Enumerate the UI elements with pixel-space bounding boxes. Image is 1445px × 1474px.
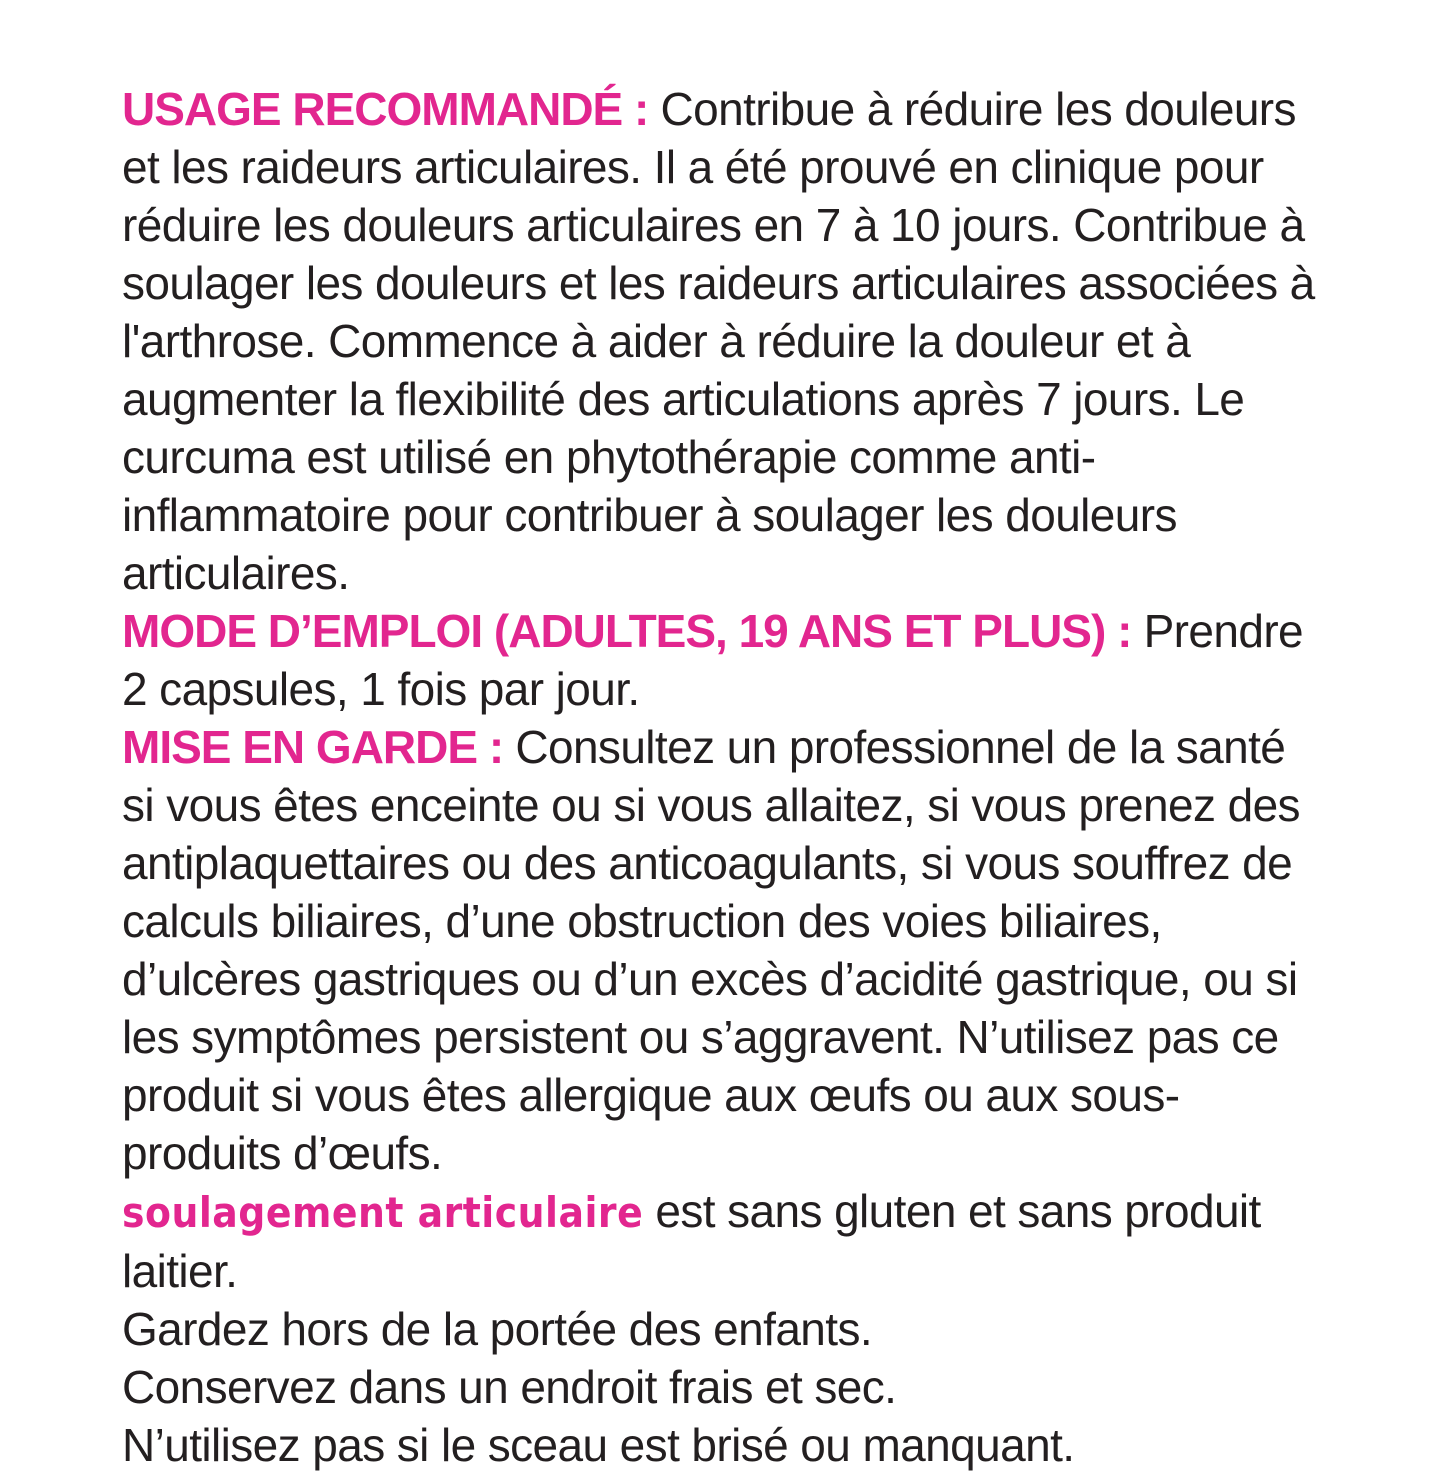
- warning-text: Consultez un professionnel de la santé si vous êtes enceinte ou si vous allaitez, si vous prenez des antiplaquettaires ou des anticoagulants, si vous souffrez de calculs biliaires, d’une obstruction des voies biliaires, d’ulcères gastriques ou d’un excès d’acidité gastrique, ou si les symptômes persistent ou s’aggravent. N’utilisez pas ce produit si vous êtes allergique aux œufs ou aux sous-produits d’œufs.: [122, 721, 1300, 1179]
- note-seal: N’utilisez pas si le sceau est brisé ou manquant.: [122, 1419, 1075, 1471]
- note-storage: Conservez dans un endroit frais et sec.: [122, 1361, 897, 1413]
- usage-paragraph: [122, 80, 1322, 602]
- usage-heading: USAGE RECOMMANDÉ :: [122, 83, 649, 135]
- directions-text: Prendre 2 capsules, 1 fois par jour.: [122, 605, 1304, 715]
- brand-name: soulagement articulaire: [122, 1188, 644, 1237]
- directions-paragraph: [122, 602, 1322, 718]
- brand-note-text: est sans gluten et sans produit laitier.: [122, 1185, 1261, 1297]
- warning-heading: MISE EN GARDE :: [122, 721, 504, 773]
- warning-paragraph: [122, 718, 1322, 1182]
- directions-heading: MODE D’EMPLOI (ADULTES, 19 ANS ET PLUS) :: [122, 605, 1132, 657]
- note-keep-away: Gardez hors de la portée des enfants.: [122, 1303, 873, 1355]
- usage-text: Contribue à réduire les douleurs et les raideurs articulaires. Il a été prouvé en clinique pour réduire les douleurs articulaires en 7 à 10 jours. Contribue à soulager les douleurs et les raideurs articulaires associées à l'arthrose. Commence à aider à réduire la douleur et à augmenter la flexibilité des articulations après 7 jours. Le curcuma est utilisé en phytothérapie comme anti-inflammatoire pour contribuer à soulager les douleurs articulaires.: [122, 83, 1315, 599]
- label-text-block: [122, 80, 1322, 1474]
- brand-note-paragraph: [122, 1182, 1322, 1300]
